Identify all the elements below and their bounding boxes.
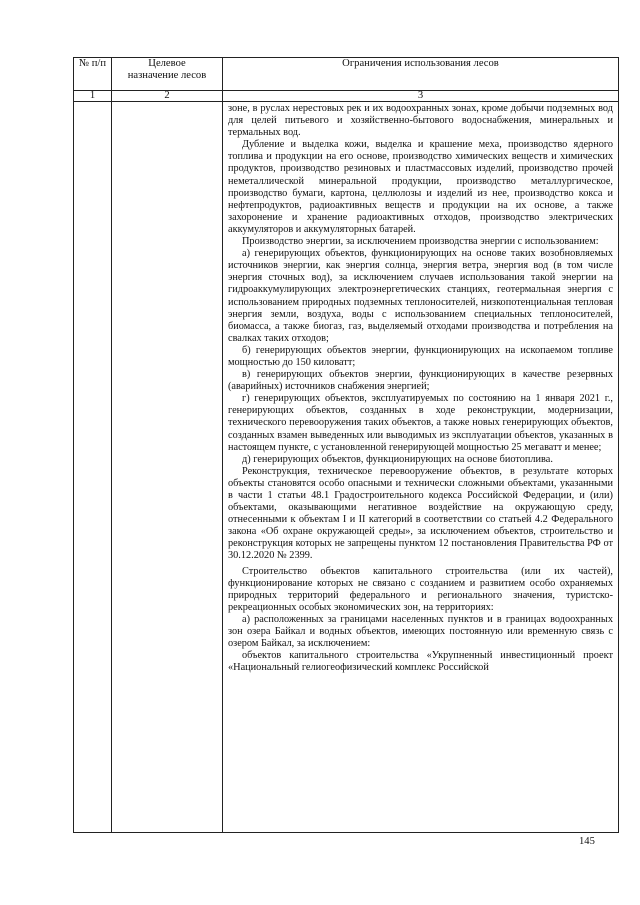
paragraph: Производство энергии, за исключением производства энергии с использованием: xyxy=(242,236,599,248)
column-numbering-row xyxy=(74,91,619,102)
table-header-row xyxy=(74,58,619,91)
page-number: 145 xyxy=(579,836,595,847)
cell-number xyxy=(74,102,112,833)
forest-restrictions-table xyxy=(73,57,619,833)
paragraph: в) генерирующих объектов энергии, функционирующих в качестве резервных (аварийных) источников снабжения энергией; xyxy=(228,369,613,393)
paragraph: Строительство объектов капитального строительства (или их частей), функционирование которых не связано с созданием и развитием особо охраняемых природных территорий федерального и регионального значения, туристско-рекреационных особых экономических зон, на территориях: xyxy=(228,565,613,613)
paragraph: Дубление и выделка кожи, выделка и крашение меха, производство ядерного топлива и продукции на его основе, производство химических веществ и химических продуктов, производство резиновых и пластмассовых изделий, производство прочей неметаллической минеральной продукции, производство металлургическое, производство бумаги, картона, целлюлозы и изделий из нее, производство кокса и нефтепродуктов, радиоактивных веществ и продукции на их основе, а также захоронение и хранение радиоактивных отходов, производство электрических аккумуляторов и аккумуляторных батарей. xyxy=(228,139,613,235)
paragraph: а) расположенных за границами населенных пунктов и в границах водоохранных зон озера Байкал и водных объектов, имеющих постоянную или временную связь с озером Байкал, за исключением: xyxy=(228,613,613,650)
paragraph: д) генерирующих объектов, функционирующих на основе биотоплива. xyxy=(242,453,553,465)
header-purpose-line2: назначение лесов xyxy=(127,70,207,81)
restrictions-text xyxy=(223,102,618,674)
paragraph: г) генерирующих объектов, эксплуатируемых по состоянию на 1 января 2021 г., генерирующих объектов, созданных в ходе реконструкции, модернизации, технического перевооружения таких объектов, а также новых генерирующих объектов, созданных взамен выведенных или выводимых из эксплуатации объектов, указанных в настоящем пункте, с установленной генерирующей мощностью 25 мегаватт и менее; xyxy=(228,393,613,453)
column-number-3: 3 xyxy=(223,91,619,102)
paragraph: Реконструкция, техническое перевооружение объектов, в результате которых объекты становятся особо опасными и технически сложными объектами, указанными в части 1 статьи 48.1 Градостроительного кодекса Российской Федерации, и (или) объектами, оказывающими негативное воздействие на окружающую среду, отнесенными к объектам I и II категорий в соответствии со статьей 4.2 Федерального закона «Об охране окружающей среды», за исключением объектов, строительство и реконструкция которых не запрещены пунктом 12 постановления Правительства РФ от 30.12.2020 № 2399. xyxy=(228,465,613,562)
column-number-2: 2 xyxy=(112,91,223,102)
column-number-1: 1 xyxy=(74,91,112,102)
table-row xyxy=(74,102,619,833)
header-number: № п/п xyxy=(74,58,112,91)
header-restrictions: Ограничения использования лесов xyxy=(223,58,619,91)
paragraph: объектов капитального строительства «Укрупненный инвестиционный проект «Национальный гелиогеофизический комплекс Российской xyxy=(228,650,613,674)
paragraph: зоне, в руслах нерестовых рек и их водоохранных зонах, кроме добычи подземных вод для целей питьевого и хозяйственно-бытового водоснабжения, минеральных и термальных вод. xyxy=(228,103,613,139)
header-purpose xyxy=(112,58,223,91)
cell-restrictions xyxy=(223,102,619,833)
cell-purpose xyxy=(112,102,223,833)
header-purpose-line1: Целевое xyxy=(148,58,186,69)
paragraph: а) генерирующих объектов, функционирующих на основе таких возобновляемых источников энергии, как энергия солнца, энергия ветра, энергия вод (в том числе энергия сточных вод), за исключением случаев использования такой энергии на гидроаккумулирующих электроэнергетических станциях, геотермальная энергия с использованием природных подземных теплоносителей, низкопотенциальная тепловая энергия земли, воздуха, воды с использованием специальных теплоносителей, биомасса, а также биогаз, газ, выделяемый отходами производства и потребления на свалках таких отходов; xyxy=(228,248,613,344)
paragraph: б) генерирующих объектов энергии, функционирующих на ископаемом топливе мощностью до 150 киловатт; xyxy=(228,344,613,368)
